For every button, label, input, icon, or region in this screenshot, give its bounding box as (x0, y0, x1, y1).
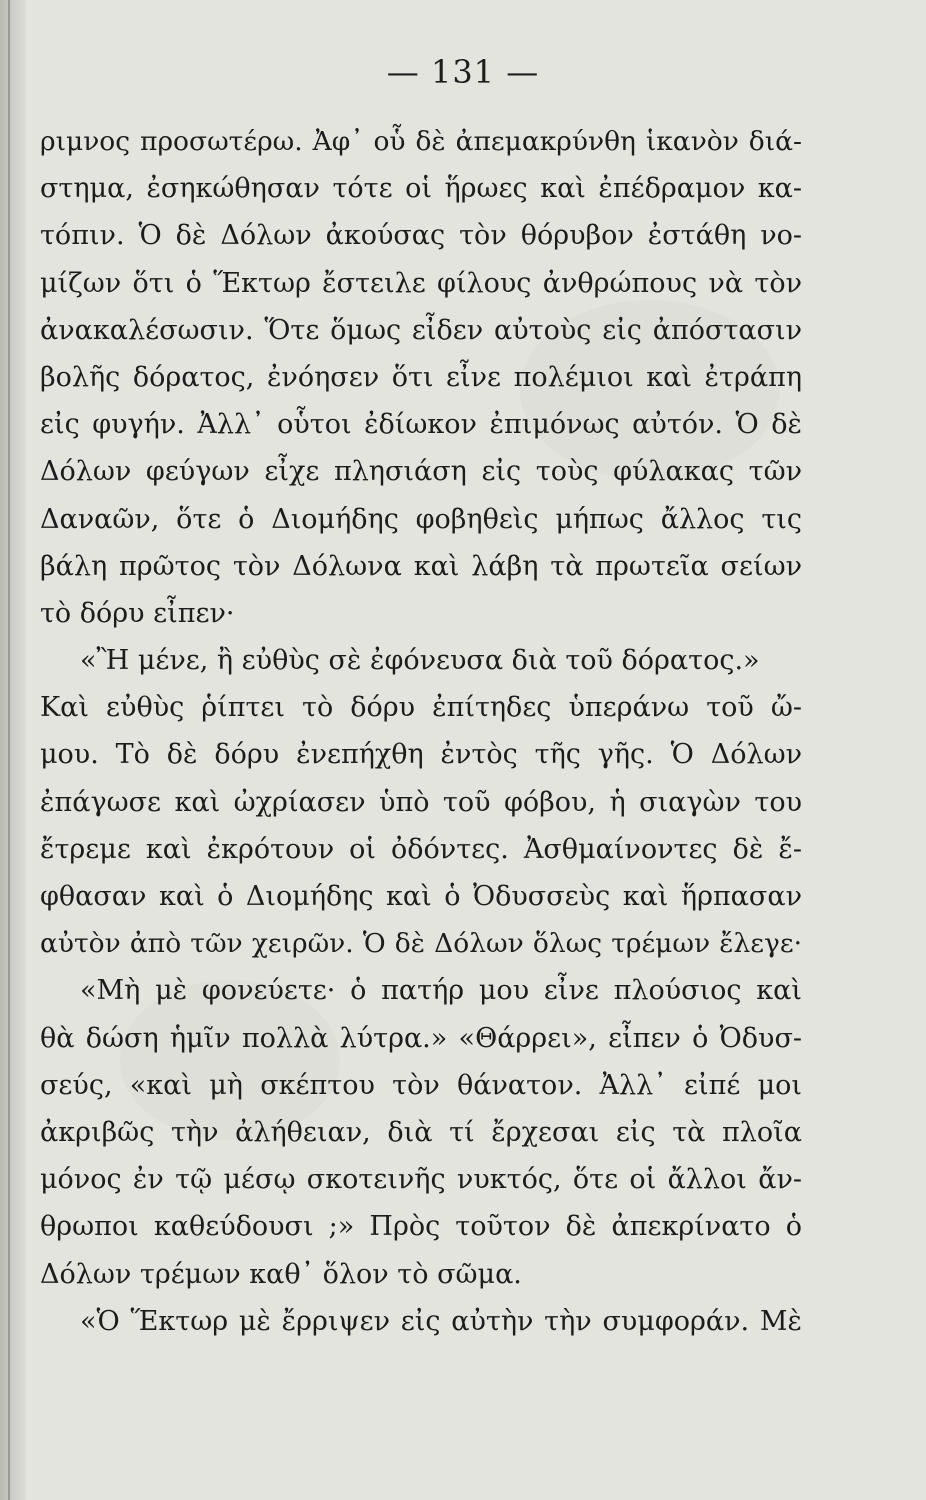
text-line: Δόλων φεύγων εἶχε πλησιάση εἰς τοὺς φύλακας τῶν (40, 456, 802, 488)
text-line: «Μὴ μὲ φονεύετε· ὁ πατήρ μου εἶνε πλούσιος καὶ (80, 975, 802, 1007)
text-line: βάλη πρῶτος τὸν Δόλωνα καὶ λάβη τὰ πρωτεῖα σείων (40, 550, 802, 582)
text-line: ἀνακαλέσωσιν. Ὅτε ὅμως εἶδεν αὐτοὺς εἰς ἀπόστασιν (40, 314, 802, 346)
text-line: εἰς φυγήν. Ἀλλ᾽ οὗτοι ἐδίωκον ἐπιμόνως αὐτόν. Ὁ δὲ (40, 409, 802, 441)
text-line: ριμνος προσωτέρω. Ἀφ᾽ οὗ δὲ ἀπεμακρύνθη ἱκανὸν διά- (40, 126, 802, 157)
body-text (40, 118, 802, 1345)
text-line: θρωποι καθεύδουσι ;» Πρὸς τοῦτον δὲ ἀπεκρίνατο ὁ (40, 1211, 802, 1243)
text-line: Δόλων τρέμων καθ᾽ ὅλον τὸ σῶμα. (40, 1258, 522, 1290)
text-line: μου. Τὸ δὲ δόρυ ἐνεπήχθη ἐντὸς τῆς γῆς. Ὁ Δόλων (40, 739, 802, 771)
text-line: ἀκριβῶς τὴν ἀλήθειαν, διὰ τί ἔρχεσαι εἰς τὰ πλοῖα (40, 1116, 802, 1148)
text-line: μόνος ἐν τῷ μέσῳ σκοτεινῆς νυκτός, ὅτε οἱ ἄλλοι ἄν- (40, 1164, 802, 1196)
text-line: τὸ δόρυ εἶπεν· (40, 597, 235, 629)
text-line: «Ἢ μένε, ἢ εὐθὺς σὲ ἐφόνευσα διὰ τοῦ δόρατος.» (80, 645, 760, 677)
text-line: ἔτρεμε καὶ ἐκρότουν οἱ ὀδόντες. Ἀσθμαίνοντες δὲ ἔ- (40, 833, 802, 865)
text-line: Καὶ εὐθὺς ῥίπτει τὸ δόρυ ἐπίτηδες ὑπεράνω τοῦ ὤ- (40, 692, 802, 724)
text-line: «Ὁ Ἕκτωρ μὲ ἔρριψεν εἰς αὐτὴν τὴν συμφοράν. Μὲ (80, 1305, 802, 1337)
text-line: θὰ δώση ἡμῖν πολλὰ λύτρα.» «Θάρρει», εἶπεν ὁ Ὀδυσ- (40, 1022, 802, 1054)
text-line: σεύς, «καὶ μὴ σκέπτου τὸν θάνατον. Ἀλλ᾽ εἰπέ μοι (40, 1069, 802, 1101)
gutter-line (8, 0, 10, 1500)
text-line: στημα, ἐσηκώθησαν τότε οἱ ἥρωες καὶ ἐπέδραμον κα- (40, 173, 802, 205)
text-line: φθασαν καὶ ὁ Διομήδης καὶ ὁ Ὀδυσσεὺς καὶ ἥρπασαν (40, 881, 802, 912)
text-line: τόπιν. Ὁ δὲ Δόλων ἀκούσας τὸν θόρυβον ἐστάθη νο- (40, 220, 802, 252)
text-line: Δαναῶν, ὅτε ὁ Διομήδης φοβηθεὶς μήπως ἄλλος τις (40, 503, 802, 535)
text-line: αὐτὸν ἀπὸ τῶν χειρῶν. Ὁ δὲ Δόλων ὅλως τρέμων ἔλεγε· (40, 928, 802, 960)
text-line: μίζων ὅτι ὁ Ἕκτωρ ἔστειλε φίλους ἀνθρώπους νὰ τὸν (40, 267, 802, 299)
text-line: ἐπάγωσε καὶ ὠχρίασεν ὑπὸ τοῦ φόβου, ἡ σιαγὼν του (40, 786, 802, 818)
page-gutter (0, 0, 26, 1500)
page-number-header: — 131 — (386, 53, 540, 91)
text-line: βολῆς δόρατος, ἐνόησεν ὅτι εἶνε πολέμιοι καὶ ἐτράπη (40, 361, 802, 393)
